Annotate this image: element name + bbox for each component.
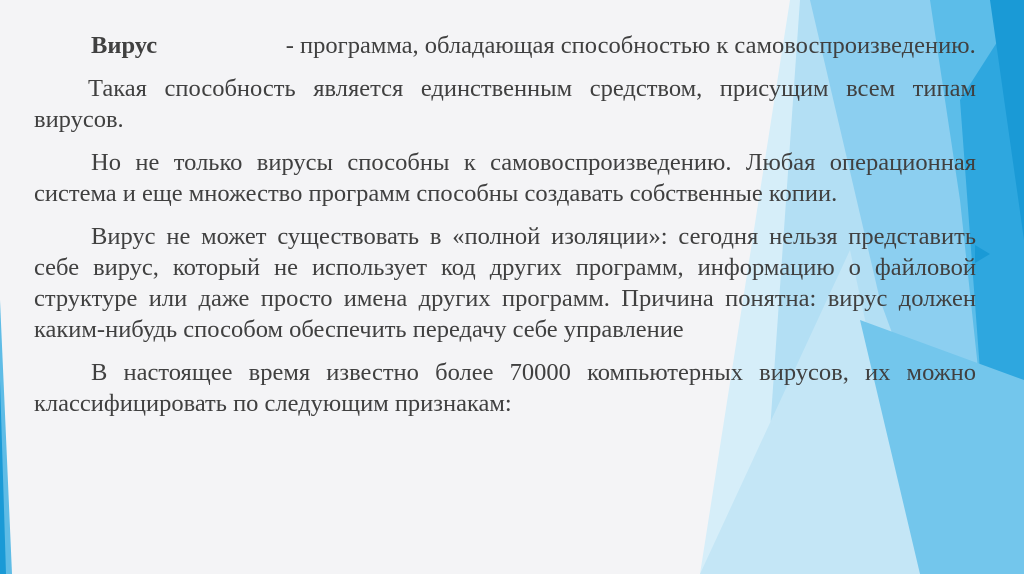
paragraph-definition	[34, 30, 976, 61]
slide-content	[34, 30, 976, 431]
paragraph-text: Но не только вирусы способны к самовоспроизведению. Любая операционная система и еще множество программ способны создавать собственные копии.	[34, 149, 976, 207]
definition-text: - программа, обладающая способностью к самовоспроизведению.	[285, 32, 976, 59]
paragraph-text: В настоящее время известно более 70000 компьютерных вирусов, их можно классифицировать по следующим признакам:	[34, 359, 976, 417]
paragraph-ability	[34, 73, 976, 135]
paragraph-self-reproduction	[34, 147, 976, 209]
paragraph-text: Вирус не может существовать в «полной изоляции»: сегодня нельзя представить себе вирус, который не использует код других программ, информацию о файловой структуре или даже просто имена других программ. Причина понятна: вирус должен каким-нибудь способом обеспечить передачу себе управление	[34, 223, 976, 343]
paragraph-text: Такая способность является единственным средством, присущим всем типам вирусов.	[34, 75, 976, 133]
paragraph-isolation	[34, 221, 976, 345]
paragraph-classification	[34, 357, 976, 419]
term-virus: Вирус	[91, 32, 158, 59]
